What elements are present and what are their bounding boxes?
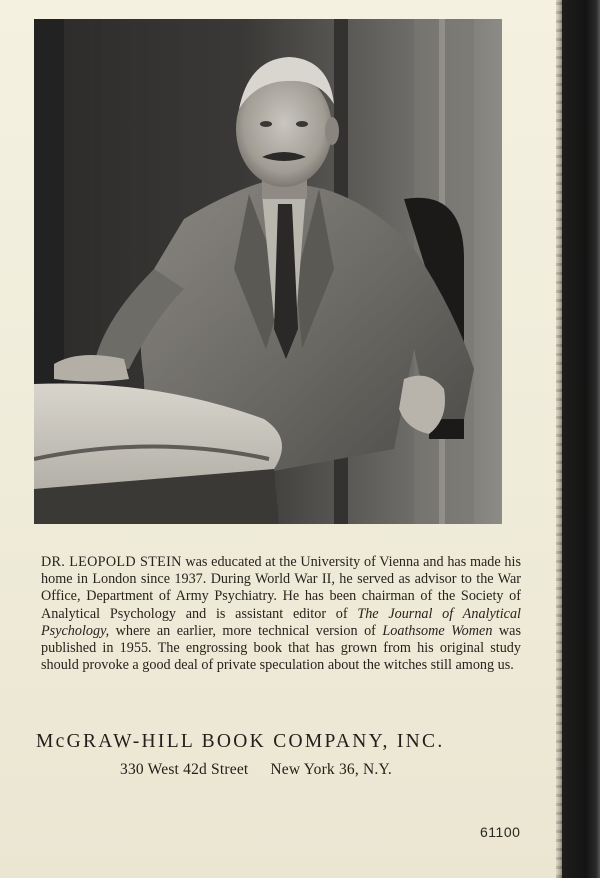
author-name: DR. LEOPOLD STEIN: [41, 554, 182, 570]
publisher-street: 330 West 42d Street: [120, 761, 249, 778]
publisher-city: New York 36, N.Y.: [270, 761, 392, 778]
book-title: Loathsome Women: [382, 622, 493, 639]
bio-text-part-3: was published in 1955. The engrossing book that has grown from his original study should provoke a good deal of private speculation about the witches still among us.: [41, 622, 521, 674]
author-portrait-photo: [34, 19, 502, 524]
spine-fray: [556, 0, 562, 878]
book-spine-edge: [556, 0, 600, 878]
author-biography: [41, 554, 521, 674]
bio-text-part-2: where an earlier, more technical version of: [109, 622, 383, 639]
publisher-address: [120, 761, 520, 779]
journal-title: The Journal of Analytical Psychology,: [41, 605, 521, 639]
publisher-name: McGRAW-HILL BOOK COMPANY, INC.: [36, 731, 445, 752]
bio-text-part-1: was educated at the University of Vienna and has made his home in London since 1937. During World War II, he served as advisor to the War Office, Department of Army Psychiatry. He has been chairman of the Society of Analytical Psychology and is assistant editor of: [41, 554, 521, 622]
catalog-number: 61100: [480, 824, 521, 840]
